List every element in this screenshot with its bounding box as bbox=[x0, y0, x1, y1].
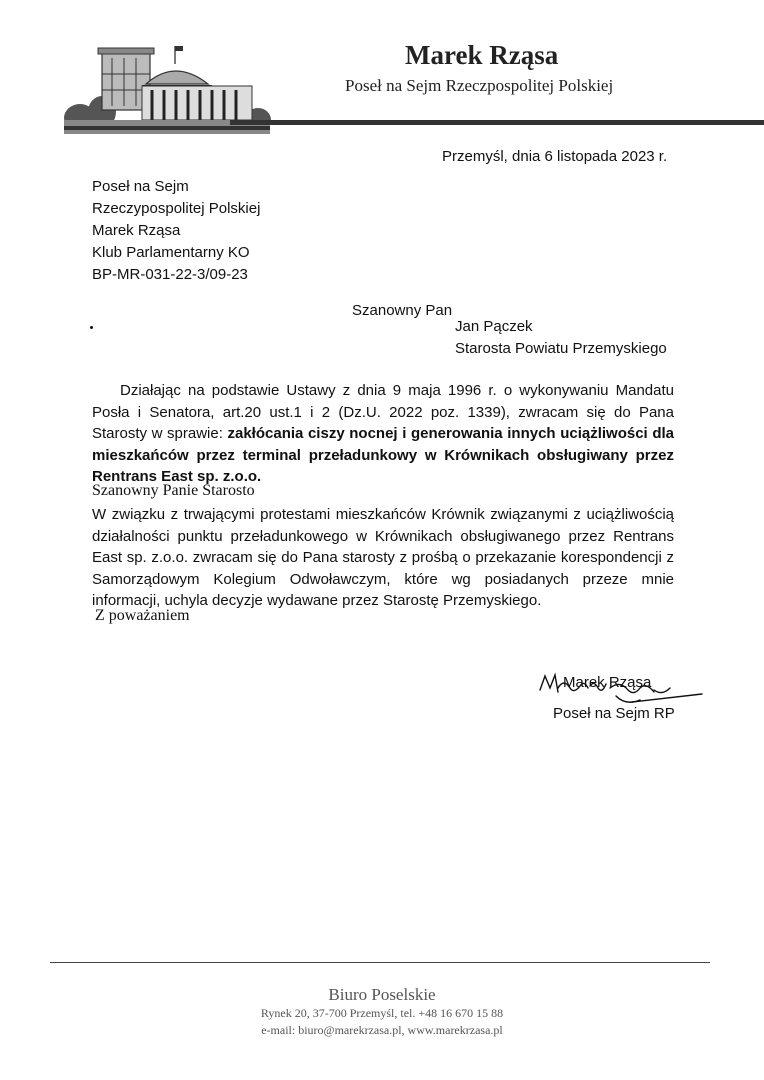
mp-name-heading: Marek Rząsa bbox=[405, 40, 559, 70]
footer-contact: e-mail: biuro@marekrzasa.pl, www.marekrzasa.pl bbox=[261, 1023, 503, 1037]
greeting: Szanowny Panie Starosto bbox=[92, 482, 255, 499]
signatory-title: Poseł na Sejm RP bbox=[553, 705, 675, 722]
signatory-name: Marek Rząsa bbox=[563, 674, 652, 691]
body-paragraph-2: W związku z trwającymi protestami mieszkańców Krównik związanymi z uciążliwością działalności punktu przeładunkowego w Krównikach obsługiwanego przez Rentrans East sp. z.o.o. zwracam się do Pana starosty z prośbą o przekazanie korespondencji z Samorządowym Kolegium Odwoławczym, które wg posiadanych przeze mnie informacji, uchyla decyzje wydawane przez Starostę Przemyskiego. bbox=[92, 506, 674, 609]
sender-line-4: Klub Parlamentarny KO bbox=[92, 244, 250, 261]
closing: Z poważaniem bbox=[95, 607, 190, 624]
sender-line-2: Rzeczypospolitej Polskiej bbox=[92, 200, 261, 217]
footer-divider bbox=[50, 962, 710, 963]
footer-address: Rynek 20, 37-700 Przemyśl, tel. +48 16 670 15 88 bbox=[260, 1006, 504, 1020]
body-paragraph-1 bbox=[92, 380, 674, 488]
recipient-title: Starosta Powiatu Przemyskiego bbox=[455, 340, 667, 357]
recipient-salutation: Szanowny Pan bbox=[352, 302, 453, 319]
reference-number: BP-MR-031-22-3/09-23 bbox=[92, 266, 248, 283]
recipient-name: Jan Pączek bbox=[455, 318, 533, 335]
footer-office-title: Biuro Poselskie bbox=[328, 985, 436, 1004]
scan-dot bbox=[90, 326, 93, 329]
sender-line-3: Marek Rząsa bbox=[92, 222, 181, 239]
date-line: Przemyśl, dnia 6 listopada 2023 r. bbox=[442, 148, 668, 165]
header-divider bbox=[230, 120, 764, 125]
mp-subtitle: Poseł na Sejm Rzeczpospolitej Polskiej bbox=[345, 76, 614, 95]
paragraph-1-subject: zakłócania ciszy nocnej i generowania innych uciążliwości dla mieszkańców przez terminal przeładunkowy w Krównikach obsługiwany przez Rentrans East sp. z.o.o. bbox=[92, 425, 674, 485]
paragraph-1-intro: Działając na podstawie Ustawy z dnia 9 maja 1996 r. o wykonywaniu Mandatu Posła i Senatora, art.20 ust.1 i 2 (Dz.U. 2022 poz. 1339), zwracam się do Pana Starosty w sprawie: bbox=[92, 382, 674, 442]
sender-line-1: Poseł na Sejm bbox=[92, 178, 189, 195]
